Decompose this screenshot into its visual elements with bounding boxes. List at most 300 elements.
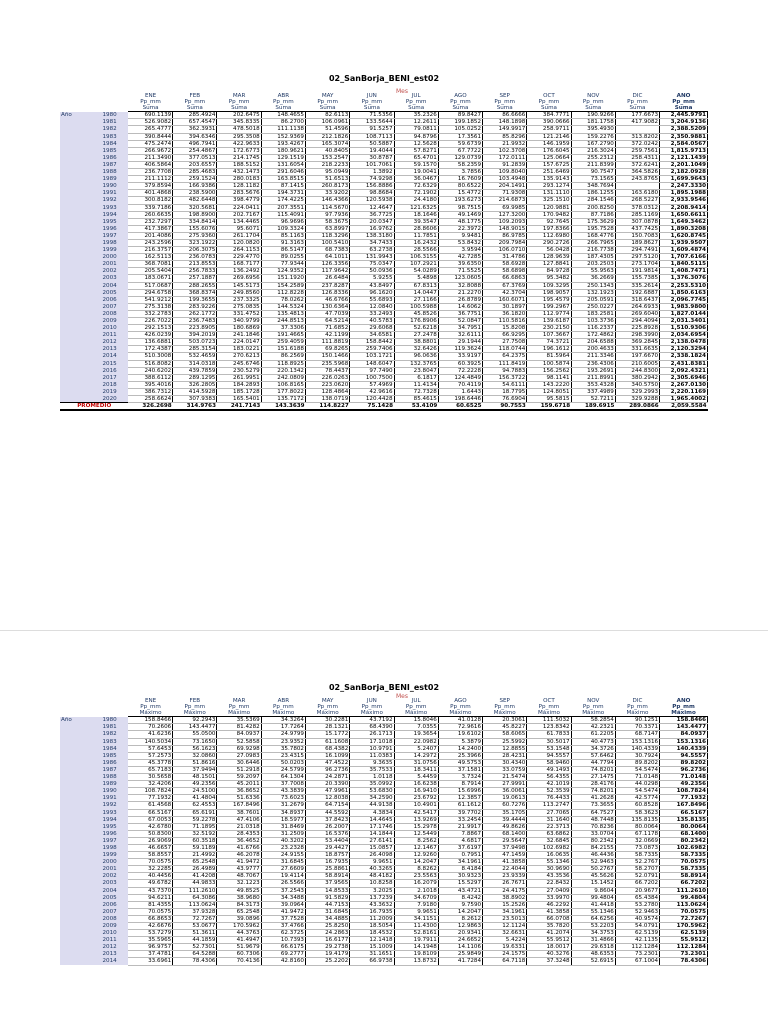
- table-row: [60, 296, 708, 303]
- cell-value: 153.2547: [306, 154, 350, 161]
- cell-value: 198.9057: [527, 289, 571, 296]
- total-cell: 1,649.3462: [660, 218, 708, 225]
- cell-value: 37.7528: [261, 915, 305, 922]
- cell-value: 257.1887: [173, 275, 217, 282]
- cell-value: 24.2871: [306, 774, 350, 781]
- year-cell: 2009: [101, 923, 128, 930]
- year-cell: 2013: [101, 346, 128, 353]
- cell-value: 204.1491: [483, 183, 527, 190]
- cell-value: 439.7859: [173, 367, 217, 374]
- total-cell: 111.2610: [660, 887, 708, 894]
- cell-value: 100.5874: [527, 360, 571, 367]
- month-header-feb: FEB: [189, 698, 201, 704]
- cell-value: 78.4437: [306, 367, 350, 374]
- cell-value: 206.3075: [173, 247, 217, 254]
- year-cell: 1995: [101, 218, 128, 225]
- cell-value: 45.8227: [483, 724, 527, 731]
- cell-value: 329.2993: [615, 388, 659, 395]
- cell-value: 45.5626: [571, 873, 615, 880]
- table-row: [60, 837, 708, 844]
- cell-value: 36.0061: [483, 788, 527, 795]
- total-cell: 102.6982: [660, 844, 708, 851]
- cell-value: 35.1705: [483, 809, 527, 816]
- cell-value: 38.9680: [217, 894, 261, 901]
- cell-value: 48.7067: [217, 873, 261, 880]
- row-group-label: [60, 901, 101, 908]
- cell-value: 41.3858: [527, 908, 571, 915]
- cell-value: 20.0347: [350, 218, 394, 225]
- table1-mes-label: Mes: [396, 88, 408, 95]
- table-row: [60, 788, 708, 795]
- cell-value: 99.4804: [571, 894, 615, 901]
- cell-value: 108.7113: [350, 133, 394, 140]
- cell-value: 68.7147: [615, 731, 659, 738]
- cell-value: 52.6915: [571, 958, 615, 965]
- cell-value: 34.7433: [350, 239, 394, 246]
- cell-value: 39.3547: [394, 218, 438, 225]
- cell-value: 33.9197: [438, 353, 482, 360]
- cell-value: 24.9799: [261, 731, 305, 738]
- cell-value: 294.4094: [615, 318, 659, 325]
- year-cell: 1982: [101, 731, 128, 738]
- month-header-nov: NOV: [587, 93, 600, 99]
- year-cell: 2012: [101, 944, 128, 951]
- cell-value: 66.8653: [128, 915, 172, 922]
- cell-value: 197.8366: [527, 225, 571, 232]
- cell-value: 41.3858: [483, 859, 527, 866]
- cell-value: 353.4328: [571, 381, 615, 388]
- cell-value: 61.2205: [571, 731, 615, 738]
- cell-value: 16.1099: [306, 752, 350, 759]
- cell-value: 285.4683: [173, 169, 217, 176]
- table-row: [60, 211, 708, 218]
- cell-value: 42.8160: [261, 958, 305, 965]
- row-group-label: [60, 126, 101, 133]
- total-cell: 140.4339: [660, 745, 708, 752]
- row-group-label: Año: [60, 717, 101, 724]
- cell-value: 120.5938: [350, 197, 394, 204]
- total-cell: 1,850.6163: [660, 289, 708, 296]
- cell-value: 31.8469: [261, 823, 305, 830]
- row-group-label: [60, 830, 101, 837]
- cell-value: 30.1897: [483, 303, 527, 310]
- cell-value: 43.3839: [261, 788, 305, 795]
- cell-value: 132.1923: [571, 289, 615, 296]
- cell-value: 11.4300: [394, 923, 438, 930]
- cell-value: 34.3488: [261, 894, 305, 901]
- row-group-label: [60, 766, 101, 773]
- cell-value: 52.8161: [394, 930, 438, 937]
- row-group-label: [60, 183, 101, 190]
- cell-value: 50.2767: [571, 866, 615, 873]
- row-group-label: [60, 197, 101, 204]
- row-group-label: [60, 261, 101, 268]
- table-maximo: [60, 698, 708, 966]
- cell-value: 256.7833: [173, 268, 217, 275]
- cell-value: 91.5829: [306, 894, 350, 901]
- cell-value: 541.9212: [128, 296, 172, 303]
- row-group-label: [60, 225, 101, 232]
- cell-value: 10.9791: [350, 745, 394, 752]
- cell-value: 77.1932: [128, 795, 172, 802]
- cell-value: 218.2233: [306, 161, 350, 168]
- cell-value: 236.7708: [128, 169, 172, 176]
- cell-value: 31.0756: [394, 759, 438, 766]
- year-cell: 1983: [101, 738, 128, 745]
- cell-value: 9.9651: [350, 859, 394, 866]
- cell-value: 12.1418: [350, 937, 394, 944]
- cell-value: 172.4862: [571, 332, 615, 339]
- cell-value: 80.0064: [615, 823, 659, 830]
- var-label: Pp_mm: [494, 99, 515, 106]
- cell-value: 65.6191: [173, 809, 217, 816]
- cell-value: 55.6893: [350, 296, 394, 303]
- cell-value: 47.9961: [306, 788, 350, 795]
- year-cell: 1982: [101, 126, 128, 133]
- cell-value: 14.1844: [350, 830, 394, 837]
- cell-value: 86.2700: [261, 119, 305, 126]
- cell-value: 437.7425: [615, 225, 659, 232]
- cell-value: 44.5592: [306, 809, 350, 816]
- month-header-ene: ENE: [144, 93, 157, 99]
- table-row: [60, 915, 708, 922]
- cell-value: 57.4969: [350, 381, 394, 388]
- cell-value: 74.8201: [571, 788, 615, 795]
- cell-value: 298.3990: [615, 332, 659, 339]
- cell-value: 172.6773: [217, 147, 261, 154]
- row-group-label: [60, 930, 101, 937]
- cell-value: 269.6956: [217, 275, 261, 282]
- cell-value: 395.4930: [571, 126, 615, 133]
- total-cell: 71.0148: [660, 774, 708, 781]
- cell-value: 64.7154: [306, 802, 350, 809]
- total-cell: 170.5962: [660, 923, 708, 930]
- row-group-label: [60, 204, 101, 211]
- cell-value: 167.2790: [571, 140, 615, 147]
- total-cell: 2,092.4321: [660, 367, 708, 374]
- cell-value: 195.7528: [571, 225, 615, 232]
- cell-value: 45.8526: [394, 310, 438, 317]
- cell-value: 58.3623: [615, 809, 659, 816]
- total-cell: 77.1932: [660, 795, 708, 802]
- table-row: [60, 275, 708, 282]
- cell-value: 292.1513: [128, 325, 172, 332]
- table-row: [60, 140, 708, 147]
- row-group-label: [60, 268, 101, 275]
- cell-value: 184.2893: [217, 381, 261, 388]
- cell-value: 30.6446: [217, 759, 261, 766]
- cell-value: 73.1650: [173, 738, 217, 745]
- cell-value: 401.4868: [128, 190, 172, 197]
- row-group-label: [60, 752, 101, 759]
- cell-value: 155.6076: [173, 225, 217, 232]
- cell-value: 32.4206: [128, 781, 172, 788]
- cell-value: 240.6202: [128, 367, 172, 374]
- cell-value: 37.9328: [173, 908, 217, 915]
- cell-value: 16.9410: [394, 788, 438, 795]
- cell-value: 53.4404: [306, 837, 350, 844]
- cell-value: 23.6792: [394, 795, 438, 802]
- table-row: [60, 176, 708, 183]
- total-cell: 84.0937: [660, 731, 708, 738]
- cell-value: 14.1948: [394, 944, 438, 951]
- cell-value: 37.1581: [438, 766, 482, 773]
- cell-value: 56.1623: [173, 745, 217, 752]
- table-row: [60, 908, 708, 915]
- cell-value: 56.4355: [527, 774, 571, 781]
- cell-value: 28.4231: [483, 752, 527, 759]
- cell-value: 193.2691: [571, 367, 615, 374]
- cell-value: 36.7725: [350, 211, 394, 218]
- cell-value: 254.4867: [173, 147, 217, 154]
- total-stat-label: Suma: [660, 105, 708, 112]
- row-group-label: [60, 381, 101, 388]
- cell-value: 394.6346: [173, 133, 217, 140]
- row-group-label: [60, 119, 101, 126]
- cell-value: 53.2780: [615, 901, 659, 908]
- table-row: [60, 958, 708, 965]
- cell-value: 66.9295: [483, 332, 527, 339]
- cell-value: 14.0447: [394, 289, 438, 296]
- year-cell: 2007: [101, 303, 128, 310]
- cell-value: 20.3061: [483, 717, 527, 724]
- month-header-jun: JUN: [366, 698, 377, 704]
- var-label: Pp_mm: [273, 99, 294, 106]
- table-row: [60, 745, 708, 752]
- cell-value: 58.2359: [438, 161, 482, 168]
- cell-value: 107.2921: [394, 261, 438, 268]
- total-cell: 143.4477: [660, 724, 708, 731]
- var-label: Pp_mm: [494, 704, 515, 711]
- cell-value: 329.9288: [615, 396, 659, 403]
- total-cell: 55.9512: [660, 937, 708, 944]
- cell-value: 162.5113: [128, 254, 172, 261]
- cell-value: 168.4776: [571, 232, 615, 239]
- total-cell: 3,204.9136: [660, 119, 708, 126]
- cell-value: 23.2328: [261, 844, 305, 851]
- cell-value: 90.1251: [615, 717, 659, 724]
- table-row: [60, 774, 708, 781]
- cell-value: 20.3390: [306, 781, 350, 788]
- month-header-mar: MAR: [232, 698, 246, 704]
- row-group-label: [60, 190, 101, 197]
- cell-value: 76.4433: [527, 795, 571, 802]
- cell-value: 52.2767: [615, 859, 659, 866]
- total-header: AÑO: [676, 93, 691, 99]
- total-cell: 1,895.1988: [660, 190, 708, 197]
- table-row: [60, 795, 708, 802]
- cell-value: 68.4390: [350, 724, 394, 731]
- cell-value: 172.4387: [128, 346, 172, 353]
- var-label: Pp_mm: [184, 99, 206, 106]
- table-row: [60, 717, 708, 724]
- row-group-label: [60, 837, 101, 844]
- cell-value: 48.7448: [571, 816, 615, 823]
- cell-value: 77.9344: [261, 261, 305, 268]
- total-cell: 2,096.7745: [660, 296, 708, 303]
- cell-value: 198.6446: [438, 396, 482, 403]
- cell-value: 243.8765: [615, 176, 659, 183]
- cell-value: 16.6177: [306, 937, 350, 944]
- cell-value: 16.6238: [394, 781, 438, 788]
- total-cell: 2,253.5310: [660, 282, 708, 289]
- cell-value: 90.7547: [571, 169, 615, 176]
- total-cell: 78.4306: [660, 958, 708, 965]
- cell-value: 36.2669: [571, 275, 615, 282]
- cell-value: 67.7722: [438, 147, 482, 154]
- row-group-label: [60, 937, 101, 944]
- year-cell: 1986: [101, 759, 128, 766]
- month-header-mar: MAR: [232, 93, 246, 99]
- total-cell: 2,121.1439: [660, 154, 708, 161]
- cell-value: 23.5013: [483, 915, 527, 922]
- table-row: [60, 766, 708, 773]
- cell-value: 46.6766: [306, 296, 350, 303]
- var-label: Pp_mm: [582, 704, 604, 711]
- cell-value: 58.6898: [483, 268, 527, 275]
- cell-value: 34.8937: [261, 809, 305, 816]
- year-cell: 1984: [101, 140, 128, 147]
- cell-value: 482.6448: [173, 197, 217, 204]
- cell-value: 59.1570: [394, 161, 438, 168]
- cell-value: 18.0017: [527, 944, 571, 951]
- cell-value: 131.1110: [527, 190, 571, 197]
- cell-value: 149.9917: [483, 126, 527, 133]
- total-cell: 2,338.1824: [660, 353, 708, 360]
- cell-value: 10.4901: [394, 802, 438, 809]
- cell-value: 31.2509: [261, 830, 305, 837]
- cell-value: 181.1758: [571, 119, 615, 126]
- total-cell: 72.7267: [660, 915, 708, 922]
- cell-value: 112.6980: [527, 232, 571, 239]
- cell-value: 41.9472: [217, 859, 261, 866]
- cell-value: 12.9863: [438, 923, 482, 930]
- table-row: [60, 923, 708, 930]
- cell-value: 156.3722: [483, 374, 527, 381]
- cell-value: 39.6350: [438, 261, 482, 268]
- cell-value: 49.1493: [527, 766, 571, 773]
- cell-value: 15.8046: [394, 717, 438, 724]
- cell-value: 41.2074: [527, 930, 571, 937]
- year-cell: 2020: [101, 396, 128, 403]
- cell-value: 73.3655: [571, 802, 615, 809]
- cell-value: 65.4701: [394, 154, 438, 161]
- cell-value: 73.1565: [571, 176, 615, 183]
- cell-value: 265.4777: [128, 126, 172, 133]
- cell-value: 41.6236: [128, 731, 172, 738]
- cell-value: 14.6062: [438, 303, 482, 310]
- cell-value: 51.8616: [173, 759, 217, 766]
- month-header-ago: AGO: [454, 698, 467, 704]
- cell-value: 30.5658: [128, 774, 172, 781]
- cell-value: 31.1651: [350, 951, 394, 958]
- table-row: [60, 852, 708, 859]
- cell-value: 5.3879: [438, 738, 482, 745]
- cell-value: 44.1859: [173, 937, 217, 944]
- cell-value: 32.6631: [483, 930, 527, 937]
- cell-value: 194.3731: [261, 190, 305, 197]
- cell-value: 34.6581: [350, 332, 394, 339]
- cell-value: 157.6725: [527, 161, 571, 168]
- cell-value: 19.6102: [438, 731, 482, 738]
- cell-value: 66.9738: [350, 958, 394, 965]
- year-cell: 1992: [101, 197, 128, 204]
- total-cell: 2,138.0478: [660, 339, 708, 346]
- cell-value: 71.5525: [438, 268, 482, 275]
- cell-value: 148.1898: [483, 119, 527, 126]
- cell-value: 65.2548: [173, 859, 217, 866]
- cell-value: 139.6187: [527, 318, 571, 325]
- cell-value: 16.7609: [438, 176, 482, 183]
- cell-value: 15.2526: [483, 901, 527, 908]
- cell-value: 34.7951: [438, 325, 482, 332]
- cell-value: 120.9881: [527, 204, 571, 211]
- cell-value: 35.7533: [350, 766, 394, 773]
- cell-value: 0.7951: [438, 852, 482, 859]
- cell-value: 226.7022: [128, 318, 172, 325]
- cell-value: 40.4773: [571, 738, 615, 745]
- cell-value: 46.4436: [571, 852, 615, 859]
- year-cell: 2011: [101, 937, 128, 944]
- cell-value: 3.7856: [438, 169, 482, 176]
- table-row: [60, 247, 708, 254]
- cell-value: 216.7738: [571, 247, 615, 254]
- cell-value: 209.7984: [483, 239, 527, 246]
- year-cell: 2018: [101, 381, 128, 388]
- cell-value: 264.1153: [217, 247, 261, 254]
- header-blank: [101, 105, 128, 112]
- cell-value: 266.7965: [571, 239, 615, 246]
- cell-value: 207.3551: [261, 204, 305, 211]
- cell-value: 151.1920: [261, 275, 305, 282]
- year-cell: 1994: [101, 816, 128, 823]
- cell-value: 42.1135: [615, 937, 659, 944]
- total-cell: 1,609.4874: [660, 247, 708, 254]
- cell-value: 386.7312: [128, 388, 172, 395]
- row-group-label: [60, 367, 101, 374]
- cell-value: 176.6045: [527, 147, 571, 154]
- table-row: [60, 126, 708, 133]
- cell-value: 40.3202: [261, 837, 305, 844]
- total-cell: 2,182.0928: [660, 169, 708, 176]
- cell-value: 318.6437: [615, 296, 659, 303]
- year-cell: 1991: [101, 190, 128, 197]
- cell-value: 119.3624: [438, 346, 482, 353]
- row-group-label: [60, 731, 101, 738]
- cell-value: 159.2276: [571, 133, 615, 140]
- cell-value: 59.1189: [173, 844, 217, 851]
- stat-label: Suma: [306, 105, 350, 112]
- cell-value: 60.7276: [483, 802, 527, 809]
- total-cell: 96.2736: [660, 766, 708, 773]
- cell-value: 34.6709: [394, 894, 438, 901]
- cell-value: 28.5566: [394, 247, 438, 254]
- table-row: [60, 318, 708, 325]
- cell-value: 111.2610: [173, 887, 217, 894]
- year-cell: 2001: [101, 866, 128, 873]
- cell-value: 144.5324: [261, 303, 305, 310]
- year-cell: 2010: [101, 325, 128, 332]
- cell-value: 177.6673: [615, 112, 659, 119]
- cell-value: 35.7802: [261, 745, 305, 752]
- cell-value: 244.8513: [261, 318, 305, 325]
- cell-value: 9.3635: [350, 759, 394, 766]
- cell-value: 11.7851: [394, 232, 438, 239]
- row-group-label: [60, 795, 101, 802]
- cell-value: 63.6862: [527, 830, 571, 837]
- cell-value: 313.8202: [615, 133, 659, 140]
- cell-value: 214.6873: [483, 197, 527, 204]
